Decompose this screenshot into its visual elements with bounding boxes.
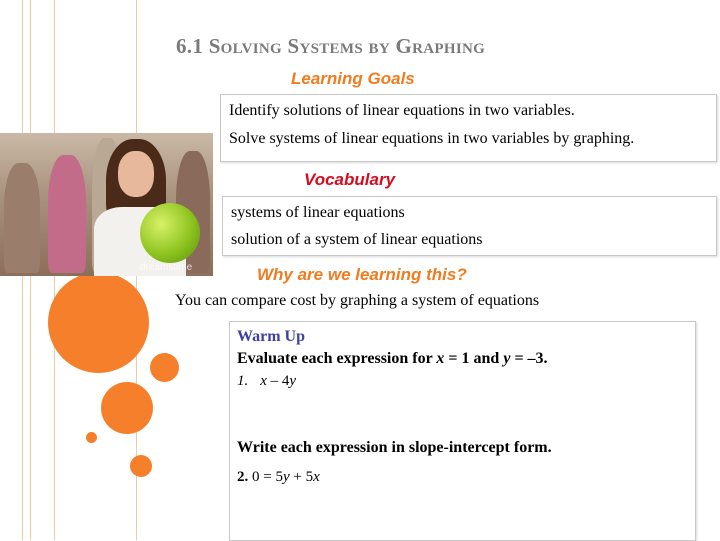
decor-circle-small bbox=[150, 353, 179, 382]
woman-face bbox=[118, 151, 154, 197]
decor-circle-large bbox=[48, 272, 149, 373]
bowling-ball bbox=[140, 203, 200, 263]
learning-goal-item: Solve systems of linear equations in two variables by graphing. bbox=[229, 130, 635, 147]
decor-circle-small bbox=[130, 455, 152, 477]
slide-title: 6.1 Solving Systems by Graphing bbox=[176, 34, 486, 58]
vocabulary-item: solution of a system of linear equations bbox=[231, 231, 483, 248]
warm-up-instruction-1: Evaluate each expression for x = 1 and y = –3. bbox=[237, 350, 548, 367]
learning-goals-heading: Learning Goals bbox=[291, 69, 415, 88]
learning-goal-item: Identify solutions of linear equations in two variables. bbox=[229, 102, 575, 119]
warm-up-item-1: 1. x – 4y bbox=[237, 373, 297, 389]
decor-circle-tiny bbox=[86, 432, 97, 443]
why-statement: You can compare cost by graphing a system of equations bbox=[175, 292, 540, 309]
watermark: dreamstime bbox=[140, 262, 193, 273]
warm-up-item-2: 2. 0 = 5y + 5x bbox=[237, 469, 320, 485]
bowling-photo bbox=[0, 133, 213, 276]
learning-goals-box bbox=[220, 94, 717, 162]
background-person bbox=[48, 155, 86, 273]
warm-up-instruction-2: Write each expression in slope-intercept form. bbox=[237, 439, 552, 456]
decor-circle-medium bbox=[101, 382, 153, 434]
why-heading: Why are we learning this? bbox=[257, 265, 467, 284]
vocabulary-box bbox=[222, 196, 717, 256]
warm-up-title: Warm Up bbox=[237, 328, 305, 345]
vocabulary-heading: Vocabulary bbox=[304, 170, 396, 189]
warm-up-box bbox=[229, 321, 696, 541]
vocabulary-item: systems of linear equations bbox=[231, 204, 405, 221]
background-person bbox=[4, 163, 40, 273]
